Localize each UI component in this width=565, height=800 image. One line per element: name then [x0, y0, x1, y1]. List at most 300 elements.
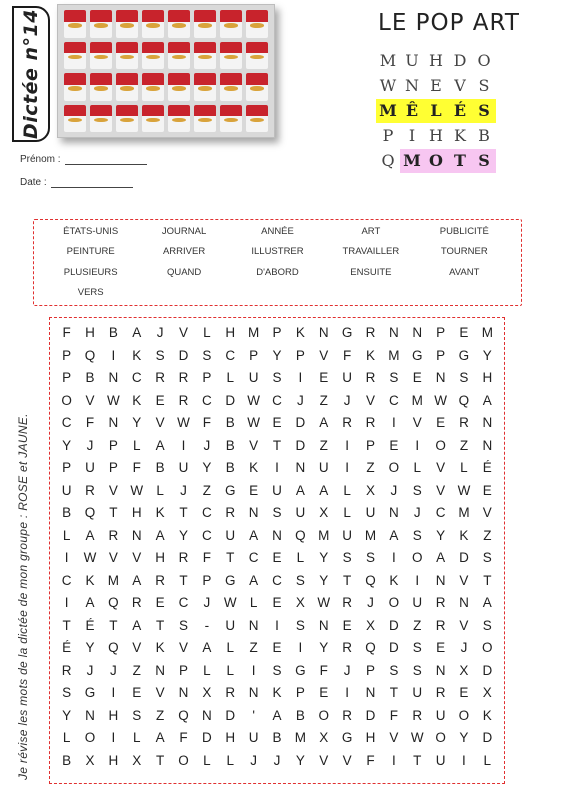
- word-search-letter[interactable]: K: [85, 572, 95, 588]
- word-search-letter[interactable]: G: [458, 347, 470, 363]
- word-search-letter[interactable]: J: [203, 437, 211, 453]
- word-search-letter[interactable]: L: [133, 437, 141, 453]
- word-search-letter[interactable]: Q: [84, 347, 96, 363]
- word-search-letter[interactable]: S: [342, 550, 352, 565]
- word-search-letter[interactable]: N: [295, 460, 306, 475]
- word-search-letter[interactable]: N: [412, 325, 423, 340]
- word-search-letter[interactable]: K: [459, 527, 469, 543]
- word-search-letter[interactable]: K: [155, 505, 165, 520]
- word-search-letter[interactable]: L: [62, 730, 71, 745]
- word-search-letter[interactable]: Y: [62, 707, 72, 723]
- word-search-letter[interactable]: N: [388, 325, 399, 340]
- word-search-letter[interactable]: U: [412, 595, 423, 610]
- word-search-letter[interactable]: D: [225, 392, 236, 408]
- word-search-letter[interactable]: E: [249, 482, 259, 498]
- word-search-letter[interactable]: K: [249, 460, 259, 475]
- word-search-letter[interactable]: Q: [178, 707, 189, 723]
- word-search-letter[interactable]: S: [295, 572, 305, 588]
- word-search-letter[interactable]: A: [249, 572, 259, 588]
- word-search-letter[interactable]: P: [365, 662, 375, 678]
- word-search-letter[interactable]: J: [296, 392, 304, 408]
- word-search-letter[interactable]: É: [482, 460, 492, 475]
- word-search-letter[interactable]: S: [295, 617, 305, 633]
- word-search-letter[interactable]: R: [108, 527, 119, 543]
- word-search-letter[interactable]: C: [248, 550, 259, 565]
- word-search-letter[interactable]: D: [202, 730, 212, 745]
- word-search-letter[interactable]: P: [295, 685, 305, 700]
- word-search-letter[interactable]: H: [225, 730, 236, 745]
- word-search-letter[interactable]: T: [156, 617, 165, 633]
- word-search-letter[interactable]: U: [61, 482, 72, 498]
- word-search-letter[interactable]: G: [341, 325, 353, 340]
- word-search-letter[interactable]: L: [343, 505, 351, 520]
- word-search-letter[interactable]: I: [64, 595, 69, 610]
- word-search-letter[interactable]: M: [364, 527, 377, 543]
- word-search-letter[interactable]: A: [155, 730, 165, 745]
- word-search-letter[interactable]: X: [85, 752, 95, 768]
- word-search-letter[interactable]: E: [436, 415, 446, 430]
- word-search-letter[interactable]: F: [132, 460, 141, 475]
- word-search-letter[interactable]: V: [179, 640, 189, 655]
- word-search-letter[interactable]: V: [249, 437, 259, 453]
- word-search-letter[interactable]: Y: [459, 730, 469, 745]
- word-search-letter[interactable]: M: [294, 730, 306, 745]
- word-search-letter[interactable]: Z: [249, 640, 258, 655]
- word-search-letter[interactable]: G: [295, 662, 306, 678]
- word-search-letter[interactable]: E: [436, 640, 446, 655]
- word-search-letter[interactable]: N: [248, 685, 259, 700]
- word-search-letter[interactable]: E: [389, 437, 399, 453]
- word-search-letter[interactable]: U: [178, 460, 189, 475]
- word-search-letter[interactable]: M: [481, 325, 493, 340]
- word-search-letter[interactable]: C: [61, 572, 72, 588]
- word-search-letter[interactable]: D: [178, 347, 189, 363]
- word-search-letter[interactable]: I: [462, 752, 466, 768]
- word-search-letter[interactable]: I: [64, 550, 69, 565]
- word-search-letter[interactable]: N: [85, 707, 95, 723]
- word-search-letter[interactable]: A: [272, 707, 282, 723]
- word-search-letter[interactable]: T: [342, 572, 352, 588]
- word-search-letter[interactable]: P: [365, 437, 375, 453]
- word-search-letter[interactable]: N: [155, 662, 166, 678]
- word-search-letter[interactable]: N: [318, 617, 329, 633]
- word-search-letter[interactable]: U: [225, 617, 236, 633]
- word-search-letter[interactable]: É: [85, 617, 95, 633]
- word-search-letter[interactable]: S: [132, 707, 142, 723]
- word-search-letter[interactable]: Y: [295, 752, 305, 768]
- word-search-letter[interactable]: A: [202, 640, 212, 655]
- word-search-letter[interactable]: E: [155, 595, 165, 610]
- word-search-letter[interactable]: W: [177, 415, 190, 430]
- word-search-letter[interactable]: S: [412, 662, 422, 678]
- word-search-letter[interactable]: J: [273, 752, 281, 768]
- word-search-letter[interactable]: F: [85, 415, 95, 430]
- word-search-letter[interactable]: É: [62, 640, 72, 655]
- word-search-letter[interactable]: S: [482, 550, 492, 565]
- word-search-letter[interactable]: K: [295, 325, 305, 340]
- word-search-letter[interactable]: Z: [483, 527, 492, 543]
- word-search-letter[interactable]: O: [482, 640, 493, 655]
- word-search-letter[interactable]: S: [155, 347, 165, 363]
- word-search-letter[interactable]: C: [435, 505, 446, 520]
- word-search-letter[interactable]: F: [62, 325, 71, 340]
- word-search-letter[interactable]: V: [412, 415, 422, 430]
- word-search-letter[interactable]: G: [225, 572, 236, 588]
- word-search-letter[interactable]: I: [391, 752, 396, 768]
- word-search-letter[interactable]: V: [132, 550, 142, 565]
- word-search-letter[interactable]: W: [457, 482, 471, 498]
- word-search-letter[interactable]: Z: [202, 482, 212, 498]
- word-search-letter[interactable]: U: [342, 370, 352, 385]
- word-search-letter[interactable]: V: [132, 640, 142, 655]
- word-search-letter[interactable]: B: [62, 505, 72, 520]
- word-search-letter[interactable]: U: [272, 482, 282, 498]
- word-search-letter[interactable]: W: [107, 392, 120, 408]
- word-search-letter[interactable]: P: [249, 347, 259, 363]
- word-search-letter[interactable]: R: [342, 595, 352, 610]
- word-search-letter[interactable]: I: [111, 347, 116, 363]
- word-search-letter[interactable]: N: [388, 505, 399, 520]
- word-search-letter[interactable]: L: [62, 527, 71, 543]
- word-search-letter[interactable]: O: [435, 730, 446, 745]
- word-search-letter[interactable]: R: [435, 617, 446, 633]
- word-search-letter[interactable]: O: [61, 392, 72, 408]
- word-search-letter[interactable]: R: [178, 392, 189, 408]
- name-field[interactable]: [20, 154, 147, 165]
- word-search-letter[interactable]: D: [225, 707, 236, 723]
- word-search-letter[interactable]: E: [319, 370, 329, 385]
- word-search-letter[interactable]: B: [225, 460, 235, 475]
- word-search-letter[interactable]: X: [482, 685, 492, 700]
- word-search-letter[interactable]: M: [411, 392, 423, 408]
- word-search-letter[interactable]: S: [389, 662, 399, 678]
- word-search-letter[interactable]: U: [248, 370, 259, 385]
- word-search-letter[interactable]: B: [225, 437, 235, 453]
- word-search-letter[interactable]: L: [226, 640, 235, 655]
- word-search-letter[interactable]: L: [203, 662, 211, 678]
- word-search-letter[interactable]: B: [85, 370, 95, 385]
- word-search-letter[interactable]: R: [155, 572, 166, 588]
- date-field[interactable]: [20, 177, 133, 188]
- word-search-letter[interactable]: Y: [436, 527, 446, 543]
- word-search-letter[interactable]: U: [365, 505, 376, 520]
- word-search-letter[interactable]: P: [62, 347, 72, 363]
- word-search-letter[interactable]: N: [435, 370, 446, 385]
- word-search-letter[interactable]: I: [391, 550, 396, 565]
- word-search-letter[interactable]: E: [459, 685, 469, 700]
- word-search-letter[interactable]: J: [156, 325, 164, 340]
- word-search-letter[interactable]: X: [365, 617, 375, 633]
- word-search-letter[interactable]: Q: [458, 392, 470, 408]
- word-search-letter[interactable]: V: [365, 392, 375, 408]
- word-search-letter[interactable]: E: [459, 325, 469, 340]
- word-search-letter[interactable]: O: [411, 550, 423, 565]
- word-search-letter[interactable]: Q: [108, 595, 119, 610]
- word-search-letter[interactable]: U: [435, 707, 446, 723]
- word-search-letter[interactable]: W: [434, 392, 447, 408]
- word-search-letter[interactable]: H: [108, 707, 119, 723]
- word-search-letter[interactable]: A: [132, 325, 142, 340]
- word-search-letter[interactable]: Q: [84, 505, 96, 520]
- word-search-letter[interactable]: Q: [365, 640, 376, 655]
- word-search-letter[interactable]: R: [178, 550, 189, 565]
- word-search-letter[interactable]: P: [62, 460, 72, 475]
- word-search-letter[interactable]: L: [156, 482, 164, 498]
- word-search-letter[interactable]: W: [317, 595, 331, 610]
- word-search-letter[interactable]: P: [179, 662, 189, 678]
- word-search-letter[interactable]: V: [155, 415, 165, 430]
- word-search-letter[interactable]: L: [483, 752, 492, 768]
- word-search-letter[interactable]: O: [435, 437, 446, 453]
- word-search-letter[interactable]: T: [483, 572, 492, 588]
- word-search-letter[interactable]: E: [482, 482, 492, 498]
- word-search-letter[interactable]: L: [343, 482, 351, 498]
- word-search-letter[interactable]: N: [272, 527, 282, 543]
- word-search-letter[interactable]: Y: [132, 415, 142, 430]
- word-search-letter[interactable]: H: [155, 550, 166, 565]
- word-search-letter[interactable]: C: [202, 527, 212, 543]
- word-search-letter[interactable]: L: [226, 752, 235, 768]
- word-search-letter[interactable]: D: [365, 707, 376, 723]
- word-search-letter[interactable]: J: [413, 505, 421, 520]
- word-search-letter[interactable]: S: [179, 617, 189, 633]
- word-search-letter[interactable]: Z: [319, 392, 328, 408]
- word-search-letter[interactable]: K: [272, 685, 282, 700]
- word-search-letter[interactable]: T: [272, 437, 282, 453]
- word-search-letter[interactable]: X: [319, 730, 329, 745]
- word-search-letter[interactable]: B: [62, 752, 72, 768]
- word-search-letter[interactable]: X: [132, 752, 142, 768]
- name-line[interactable]: [65, 164, 147, 165]
- word-search-letter[interactable]: I: [415, 572, 420, 588]
- word-search-letter[interactable]: P: [108, 460, 118, 475]
- word-search-letter[interactable]: Y: [319, 572, 329, 588]
- word-search-letter[interactable]: J: [250, 752, 257, 768]
- word-search-letter[interactable]: L: [413, 460, 421, 475]
- word-search-letter[interactable]: T: [179, 572, 188, 588]
- word-search-letter[interactable]: R: [61, 662, 72, 678]
- word-search-letter[interactable]: D: [459, 550, 469, 565]
- word-search-letter[interactable]: P: [436, 325, 446, 340]
- word-search-letter[interactable]: X: [319, 505, 329, 520]
- word-search-letter[interactable]: Y: [179, 527, 189, 543]
- word-search-letter[interactable]: S: [482, 617, 492, 633]
- word-search-letter[interactable]: X: [202, 685, 212, 700]
- word-search-letter[interactable]: S: [272, 662, 282, 678]
- word-search-letter[interactable]: U: [412, 685, 423, 700]
- word-search-letter[interactable]: U: [225, 527, 236, 543]
- word-search-letter[interactable]: M: [458, 505, 470, 520]
- word-search-letter[interactable]: G: [84, 685, 96, 700]
- word-search-letter[interactable]: I: [251, 662, 256, 678]
- word-search-letter[interactable]: N: [482, 437, 493, 453]
- word-search-letter[interactable]: K: [365, 347, 375, 363]
- word-search-letter[interactable]: D: [482, 730, 493, 745]
- word-search-letter[interactable]: Y: [62, 437, 72, 453]
- word-search-letter[interactable]: Q: [295, 527, 306, 543]
- word-search-letter[interactable]: O: [178, 752, 189, 768]
- word-search-letter[interactable]: I: [111, 685, 116, 700]
- word-search-letter[interactable]: N: [202, 707, 212, 723]
- word-search-letter[interactable]: J: [390, 482, 398, 498]
- word-search-letter[interactable]: R: [435, 595, 446, 610]
- word-search-letter[interactable]: S: [412, 527, 422, 543]
- word-search-letter[interactable]: N: [365, 685, 376, 700]
- word-search-letter[interactable]: G: [225, 482, 236, 498]
- word-search-letter[interactable]: I: [345, 685, 349, 700]
- word-search-letter[interactable]: O: [318, 707, 329, 723]
- word-search-letter[interactable]: A: [295, 482, 305, 498]
- word-search-letter[interactable]: J: [180, 482, 187, 498]
- word-search-letter[interactable]: R: [178, 370, 189, 385]
- word-search-letter[interactable]: B: [295, 707, 305, 723]
- word-search-letter[interactable]: F: [202, 415, 212, 430]
- word-search-letter[interactable]: C: [272, 392, 282, 408]
- word-search-letter[interactable]: A: [436, 550, 446, 565]
- word-search-letter[interactable]: W: [83, 550, 97, 565]
- word-search-letter[interactable]: L: [296, 550, 305, 565]
- word-search-letter[interactable]: N: [482, 415, 493, 430]
- word-search-letter[interactable]: R: [412, 707, 423, 723]
- word-search-letter[interactable]: S: [365, 550, 375, 565]
- word-search-letter[interactable]: C: [61, 415, 72, 430]
- word-search-letter[interactable]: Z: [132, 662, 141, 678]
- word-search-letter[interactable]: I: [111, 730, 116, 745]
- word-search-letter[interactable]: I: [275, 460, 279, 475]
- word-search-letter[interactable]: N: [248, 505, 259, 520]
- word-search-letter[interactable]: J: [343, 392, 351, 408]
- word-search-letter[interactable]: X: [459, 662, 469, 678]
- word-search-letter[interactable]: I: [298, 370, 303, 385]
- word-search-letter[interactable]: Z: [156, 707, 165, 723]
- word-search-letter[interactable]: N: [108, 370, 119, 385]
- word-search-letter[interactable]: D: [295, 415, 306, 430]
- word-search-letter[interactable]: L: [203, 325, 211, 340]
- word-search-letter[interactable]: I: [345, 460, 349, 475]
- word-search-letter[interactable]: I: [345, 437, 349, 453]
- word-search-letter[interactable]: R: [225, 685, 236, 700]
- word-search-letter[interactable]: S: [272, 370, 282, 385]
- word-search-letter[interactable]: V: [389, 730, 399, 745]
- word-search-letter[interactable]: M: [318, 527, 330, 543]
- word-search-letter[interactable]: O: [388, 595, 400, 610]
- word-search-letter[interactable]: S: [202, 347, 212, 363]
- word-search-letter[interactable]: I: [415, 437, 420, 453]
- word-search-letter[interactable]: J: [86, 437, 94, 453]
- word-search-letter[interactable]: H: [482, 370, 493, 385]
- word-search-letter[interactable]: U: [248, 730, 259, 745]
- word-search-letter[interactable]: Z: [459, 437, 469, 453]
- word-search-letter[interactable]: B: [108, 325, 118, 340]
- word-search-letter[interactable]: G: [341, 730, 353, 745]
- word-search-letter[interactable]: A: [482, 595, 492, 610]
- word-search-letter[interactable]: R: [131, 595, 142, 610]
- word-search-letter[interactable]: P: [202, 572, 212, 588]
- word-search-letter[interactable]: A: [319, 415, 329, 430]
- word-search-letter[interactable]: R: [435, 685, 446, 700]
- word-search-letter[interactable]: O: [458, 707, 470, 723]
- word-search-letter[interactable]: M: [388, 347, 400, 363]
- word-search-letter[interactable]: V: [342, 752, 352, 768]
- word-search-letter[interactable]: W: [410, 730, 424, 745]
- word-search-letter[interactable]: T: [109, 617, 118, 633]
- word-search-letter[interactable]: R: [342, 415, 352, 430]
- word-search-letter[interactable]: F: [319, 662, 328, 678]
- word-search-letter[interactable]: L: [249, 595, 258, 610]
- word-search-letter[interactable]: Y: [202, 460, 212, 475]
- word-search-letter[interactable]: V: [436, 460, 446, 475]
- word-search-letter[interactable]: X: [295, 595, 305, 610]
- word-search-letter[interactable]: Q: [108, 640, 119, 655]
- word-search-letter[interactable]: T: [109, 505, 118, 520]
- word-search-letter[interactable]: H: [85, 325, 95, 340]
- word-search-letter[interactable]: U: [295, 505, 306, 520]
- word-search-letter[interactable]: H: [225, 325, 236, 340]
- word-search-letter[interactable]: N: [318, 325, 329, 340]
- word-search-letter[interactable]: J: [343, 662, 351, 678]
- word-search-letter[interactable]: T: [62, 617, 71, 633]
- word-search-letter[interactable]: C: [178, 595, 189, 610]
- date-line[interactable]: [51, 187, 133, 188]
- word-search-letter[interactable]: N: [435, 572, 446, 588]
- word-search-letter[interactable]: E: [342, 617, 352, 633]
- word-search-letter[interactable]: M: [248, 325, 260, 340]
- word-search-letter[interactable]: Z: [366, 460, 375, 475]
- word-search-letter[interactable]: P: [108, 437, 118, 453]
- word-search-letter[interactable]: V: [179, 325, 189, 340]
- word-search-letter[interactable]: S: [459, 370, 469, 385]
- word-search-letter[interactable]: E: [319, 685, 329, 700]
- word-search-letter[interactable]: A: [155, 527, 165, 543]
- word-search-letter[interactable]: L: [460, 460, 468, 475]
- word-search-letter[interactable]: R: [365, 415, 376, 430]
- word-search-letter[interactable]: T: [226, 550, 235, 565]
- word-search-letter[interactable]: A: [482, 392, 492, 408]
- word-search-letter[interactable]: G: [411, 347, 423, 363]
- word-search-letter[interactable]: U: [435, 752, 446, 768]
- word-search-letter[interactable]: B: [225, 415, 235, 430]
- word-search-letter[interactable]: S: [272, 505, 282, 520]
- word-search-letter[interactable]: O: [84, 730, 96, 745]
- word-search-letter[interactable]: K: [132, 347, 142, 363]
- word-search-letter[interactable]: C: [225, 347, 236, 363]
- word-search-letter[interactable]: B: [272, 730, 282, 745]
- word-search-letter[interactable]: F: [342, 347, 352, 363]
- word-search-letter[interactable]: K: [132, 392, 142, 408]
- word-search-letter[interactable]: V: [85, 392, 95, 408]
- word-search-letter[interactable]: V: [436, 482, 446, 498]
- word-search-letter[interactable]: J: [110, 662, 117, 678]
- word-search-letter[interactable]: L: [133, 730, 141, 745]
- word-search-letter[interactable]: B: [155, 460, 165, 475]
- word-search-letter[interactable]: J: [367, 595, 374, 610]
- word-search-letter[interactable]: C: [202, 392, 212, 408]
- word-search-letter[interactable]: E: [132, 685, 142, 700]
- word-search-letter[interactable]: K: [482, 707, 492, 723]
- word-search-letter[interactable]: F: [202, 550, 212, 565]
- word-search-letter[interactable]: S: [412, 640, 422, 655]
- word-search-letter[interactable]: O: [388, 460, 400, 475]
- word-search-letter[interactable]: Y: [85, 640, 95, 655]
- word-search-letter[interactable]: Y: [272, 347, 282, 363]
- word-search-letter[interactable]: R: [342, 640, 352, 655]
- word-search-letter[interactable]: D: [482, 662, 493, 678]
- word-search-letter[interactable]: C: [131, 370, 142, 385]
- word-search-letter[interactable]: V: [319, 752, 329, 768]
- word-search-letter[interactable]: H: [108, 752, 119, 768]
- word-search-letter[interactable]: X: [365, 482, 375, 498]
- word-search-letter[interactable]: L: [226, 370, 235, 385]
